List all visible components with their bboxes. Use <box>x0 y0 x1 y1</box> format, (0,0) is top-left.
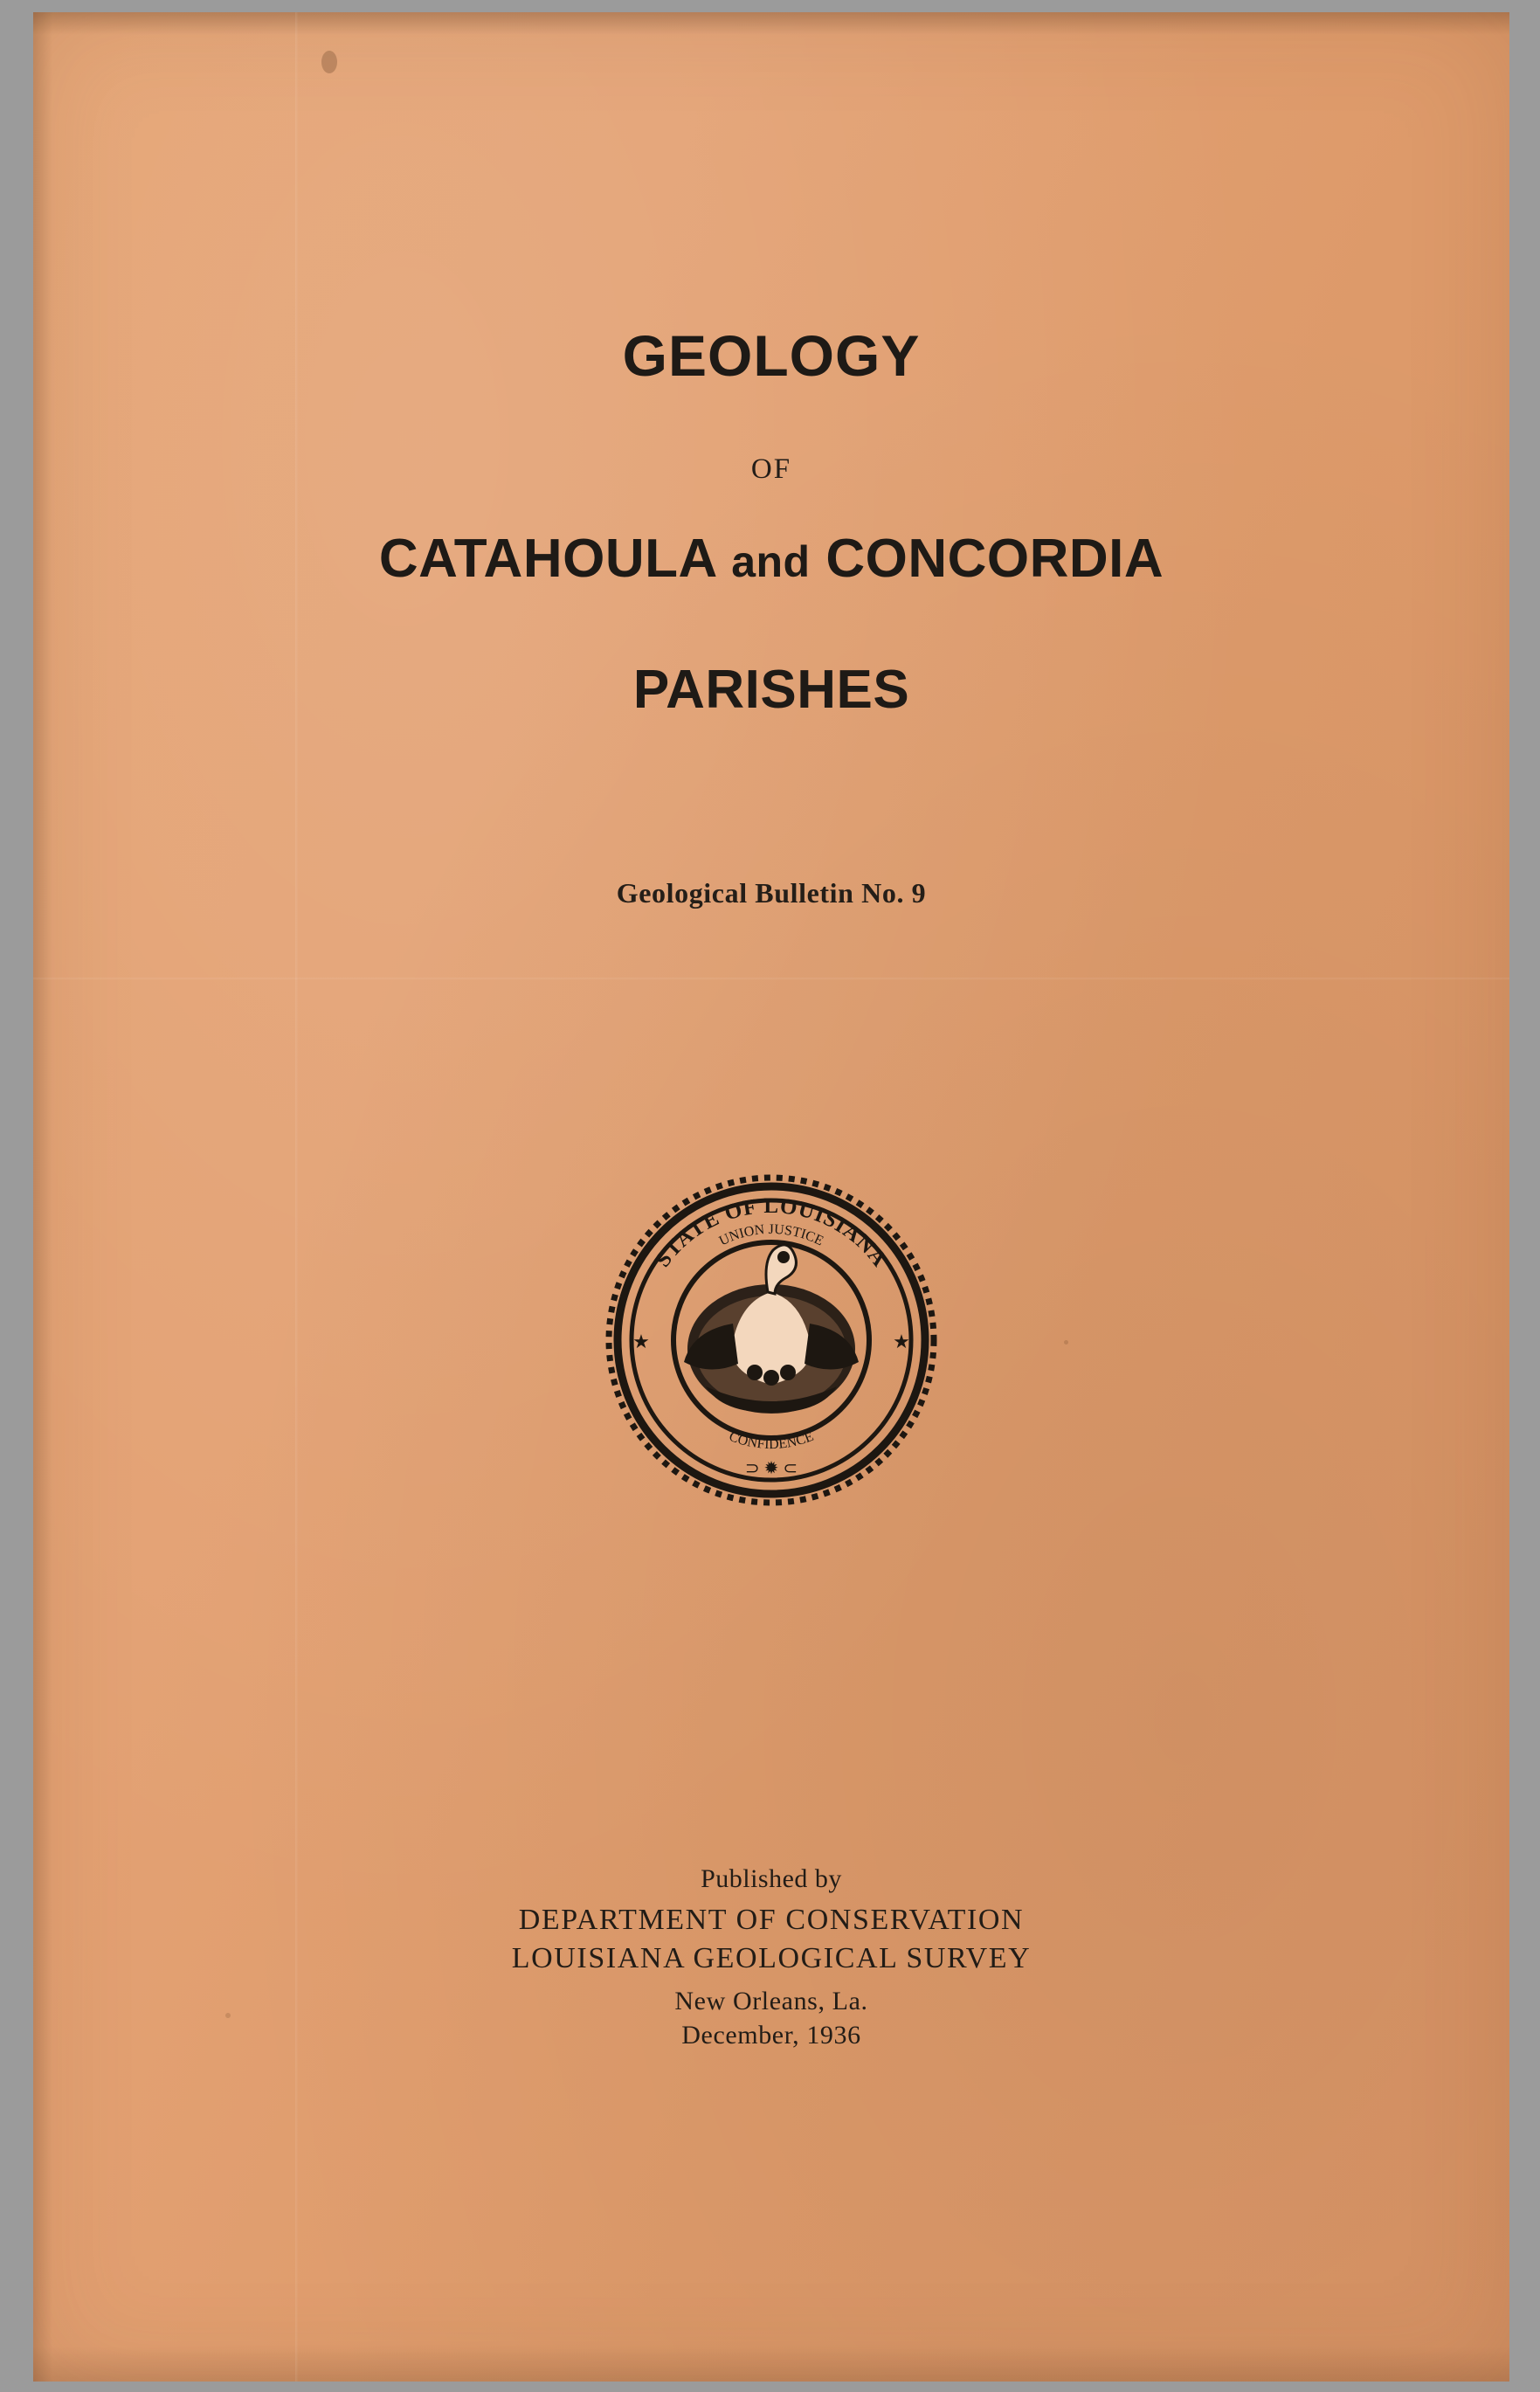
imprint-date: December, 1936 <box>681 2021 861 2050</box>
svg-text:★: ★ <box>632 1331 650 1352</box>
cover-title-geology: GEOLOGY <box>622 323 921 388</box>
louisiana-state-seal-icon <box>601 1170 942 1511</box>
svg-text:CONFIDENCE: CONFIDENCE <box>727 1428 816 1453</box>
cover-title-of: OF <box>750 453 792 485</box>
svg-text:⊃ ✹ ⊂: ⊃ ✹ ⊂ <box>744 1459 798 1478</box>
svg-text:★: ★ <box>893 1331 910 1352</box>
paper-fold-line-horizontal <box>33 978 1509 980</box>
cover-title-and: and <box>731 537 811 586</box>
cover-bulletin-number: Geological Bulletin No. 9 <box>616 877 927 909</box>
paper-blemish <box>1064 1340 1068 1345</box>
cover-imprint <box>33 1864 1509 2052</box>
cover-title-concordia: CONCORDIA <box>825 529 1164 589</box>
cover-title-catahoula: CATAHOULA <box>378 529 716 589</box>
book-cover <box>33 12 1509 2382</box>
paper-blemish <box>321 51 337 73</box>
imprint-survey: LOUISIANA GEOLOGICAL SURVEY <box>511 1941 1032 1974</box>
imprint-city: New Orleans, La. <box>674 1987 868 2016</box>
imprint-department: DEPARTMENT OF CONSERVATION <box>518 1904 1025 1936</box>
cover-edge-shading-top <box>33 12 1509 35</box>
svg-text:UNION JUSTICE: UNION JUSTICE <box>716 1221 826 1249</box>
cover-title-parish-names <box>33 528 1509 590</box>
imprint-published-by: Published by <box>701 1864 842 1893</box>
svg-text:STATE OF LOUISIANA: STATE OF LOUISIANA <box>651 1194 892 1272</box>
cover-title-parishes: PARISHES <box>632 660 910 720</box>
cover-edge-shading-bottom <box>33 2347 1509 2382</box>
